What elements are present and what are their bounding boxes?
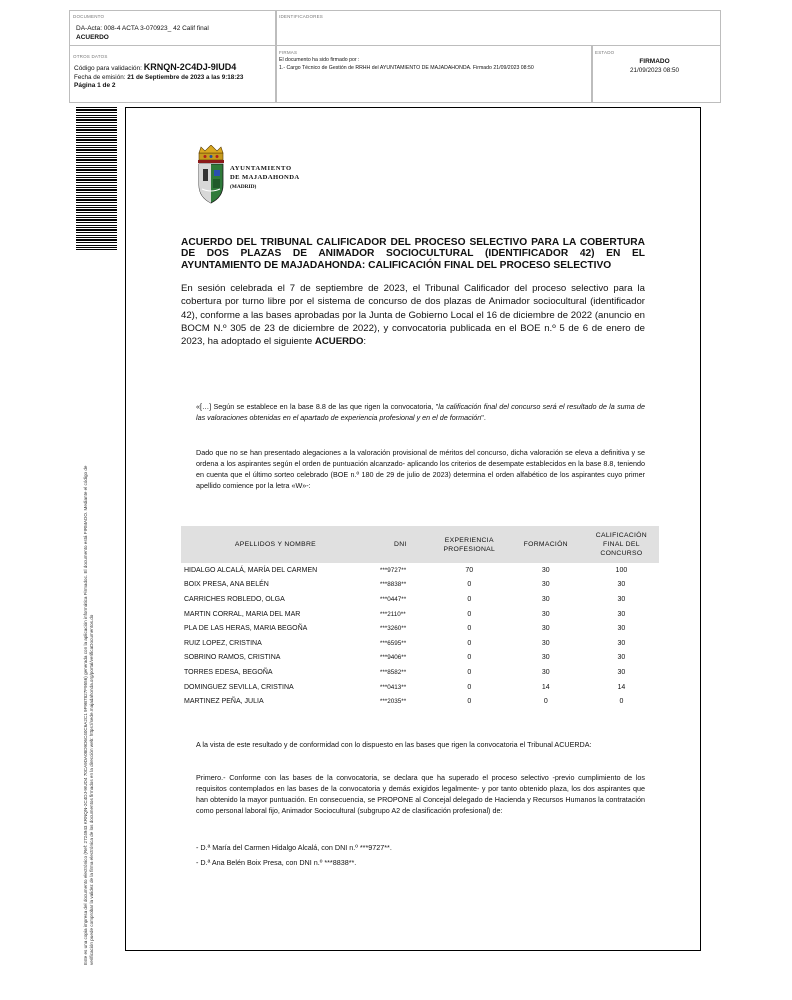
cell-exp: 0: [467, 581, 472, 589]
estado-value: FIRMADO: [639, 58, 670, 65]
cell-name: PLA DE LAS HERAS, MARIA BEGOÑA: [184, 625, 308, 633]
col-header-dni: DNI: [370, 526, 431, 563]
coat-of-arms-icon: [195, 145, 227, 205]
cell-form: 30: [541, 668, 550, 676]
cell-final: 14: [617, 683, 626, 691]
codigo-value: KRNQN-2C4DJ-9IUD4: [143, 62, 237, 72]
cell-name: TORRES EDESA, BEGOÑA: [184, 668, 273, 676]
vista-paragraph: A la vista de este resultado y de conformidad con lo dispuesto en las bases que rigen la convocatoria el Tribunal ACUERDA:: [196, 740, 592, 749]
estado-date: 21/09/2023 08:50: [629, 67, 680, 74]
col-header-formacion: FORMACIÓN: [508, 526, 584, 563]
firmas-line2: 1.- Cargo Técnico de Gestión de RRHH del AYUNTAMIENTO DE MAJADAHONDA. Firmado 21/09/2023 08:50: [279, 65, 534, 71]
identificadores-label: IDENTIFICADORES: [279, 14, 324, 19]
table-row: [181, 621, 659, 636]
table-row: [181, 680, 659, 695]
documento-title: DA-Acta: 008-4 ACTA 3-070923_ 42 Calif final: [76, 25, 209, 32]
cell-name: MARTIN CORRAL, MARIA DEL MAR: [184, 610, 301, 618]
document-box: [69, 10, 277, 46]
estado-label: ESTADO: [595, 50, 615, 55]
list-item: - D.ª María del Carmen Hidalgo Alcalá, con DNI n.º ***9727**.: [196, 843, 392, 852]
intro-end: :: [363, 336, 367, 348]
col-header-final: CALIFICACIÓN FINAL DEL CONCURSO: [584, 526, 659, 563]
cell-exp: 0: [467, 595, 472, 603]
cell-dni: ***0447**: [379, 595, 407, 603]
cell-name: BOIX PRESA, ANA BELÉN: [184, 581, 269, 589]
cell-form: 30: [541, 595, 550, 603]
cell-exp: 0: [467, 668, 472, 676]
side-verification-text-1: Este es una copia impresa del documento electrónico (Ref: 2724943 KRNQN-2C4DJ-9IUD4 70CA9DA08D9D6C40C6A2C1 9F9B7827F9556) generada con la aplicación informática Firmadoc. El documento está FIRMADO. Mediante el código de: [83, 465, 88, 965]
results-table: [181, 526, 659, 709]
cell-exp: 0: [467, 698, 472, 706]
documento-line1: [76, 25, 209, 32]
cell-dni: ***0413**: [379, 683, 407, 691]
quote-italic: la calificación final del concurso será el resultado de la suma de las valoraciones obtenidas en el apartado de experiencia profesional y en el de formación: [196, 402, 645, 422]
coat-of-arms-logo: [195, 145, 227, 205]
fecha-prefix: Fecha de emisión:: [74, 74, 126, 81]
cell-final: 100: [615, 566, 628, 574]
quote-prefix: «[…] Según se establece en la base 8.8 de las que rigen la convocatoria, ": [196, 402, 439, 411]
cell-dni: ***2110**: [379, 610, 406, 618]
col-header-experiencia: EXPERIENCIA PROFESIONAL: [431, 526, 508, 563]
cell-dni: ***6595**: [379, 639, 407, 647]
cell-exp: 70: [465, 566, 474, 574]
cell-dni: ***9727**: [379, 566, 407, 574]
firmas-label: FIRMAS: [279, 50, 298, 55]
table-row: [181, 592, 659, 607]
table-row: [181, 636, 659, 651]
cell-dni: ***8582**: [379, 668, 407, 676]
table-row: [181, 665, 659, 680]
cell-form: 30: [541, 581, 550, 589]
documento-line2: ACUERDO: [76, 34, 109, 41]
logo-line2: DE MAJADAHONDA: [230, 174, 300, 181]
estado-box: [591, 45, 721, 103]
cell-dni: ***8838**: [379, 581, 407, 589]
cell-form: 30: [541, 639, 550, 647]
intro-paragraph: [181, 282, 645, 348]
intro-text: En sesión celebrada el 7 de septiembre de 2023, el Tribunal Calificador del proceso selectivo para la cobertura por turno libre por el sistema de concurso de dos plazas de Animador sociocultural (identificador 42), conforme a las bases aprobadas por la Junta de Gobierno Local el 16 de diciembre de 2022 (anuncio en BOCM N.º 305 de 23 de diciembre de 2022), y convocatoria publicada en el BOE n.º 5 de 6 de enero de 2023, ha adoptado el siguiente: [181, 283, 645, 348]
cell-form: 30: [541, 654, 550, 662]
barcode: [76, 107, 117, 250]
table-row: [181, 694, 659, 709]
cell-form: 14: [541, 683, 550, 691]
cell-final: 30: [617, 595, 626, 603]
otros-datos-label: OTROS DATOS: [73, 54, 108, 59]
cell-final: 30: [617, 668, 626, 676]
cell-name: RUIZ LOPEZ, CRISTINA: [184, 639, 262, 647]
cell-name: HIDALGO ALCALÁ, MARÍA DEL CARMEN: [184, 566, 318, 574]
cell-final: 30: [617, 639, 626, 647]
cell-exp: 0: [467, 625, 472, 633]
table-header-row: [181, 526, 659, 563]
cell-dni: ***2035**: [379, 698, 407, 706]
cell-final: 30: [617, 625, 626, 633]
fecha-emision: [74, 74, 243, 81]
cell-exp: 0: [467, 654, 472, 662]
codigo-prefix: Código para validación:: [74, 65, 142, 72]
table-row: [181, 578, 659, 593]
primero-paragraph: Primero.- Conforme con las bases de la convocatoria, se declara que ha superado el proceso selectivo -previo cumplimiento de los requisitos contemplados en las bases de la convocatoria y demás exigidos legalmente- y por tanto obtenido plaza, los dos aspirantes que han obtenido la mayor puntuación. En consecuencia, se PROPONE al Concejal delegado de Hacienda y Recursos Humanos la contratación como personal laboral fijo, Animador Sociocultural (subgrupo A2 de clasificación profesional) de:: [196, 773, 645, 815]
cell-name: CARRICHES ROBLEDO, OLGA: [184, 595, 285, 603]
cell-form: 0: [543, 698, 548, 706]
codigo-validacion: [74, 62, 236, 72]
side-verification-text-2: verificación puede comprobar la validez de la firma electrónica de los documentos firmados en la dirección web: https://sede.majadahonda.org/portal/verificaDocumentos.do: [89, 614, 94, 965]
fecha-value: 21 de Septiembre de 2023 a las 9:18:23: [127, 74, 244, 81]
cell-dni: ***9406**: [379, 654, 407, 662]
table-row: [181, 651, 659, 666]
cell-dni: ***3260**: [379, 625, 407, 633]
cell-name: SOBRINO RAMOS, CRISTINA: [184, 654, 281, 662]
cell-final: 30: [617, 610, 626, 618]
identificadores-box: [275, 10, 721, 46]
cell-exp: 0: [467, 639, 472, 647]
intro-acuerdo: ACUERDO: [314, 336, 364, 348]
documento-label: DOCUMENTO: [73, 14, 105, 19]
list-item: - D.ª Ana Belén Boix Presa, con DNI n.º ***8838**.: [196, 858, 357, 867]
logo-line1: AYUNTAMIENTO: [230, 165, 292, 172]
quote-suffix: ".: [481, 413, 486, 422]
table-row: [181, 563, 659, 578]
firmas-line1: El documento ha sido firmado por :: [279, 57, 360, 63]
cell-final: 0: [619, 698, 624, 706]
quote-paragraph: [196, 401, 645, 423]
table-row: [181, 607, 659, 622]
document-page: [125, 107, 701, 951]
alegaciones-paragraph: Dado que no se han presentado alegaciones a la valoración provisional de méritos del concurso, dicha valoración se eleva a definitiva y se ordena a los aspirantes según el orden de puntuación alcanzado- aplicando los criterios de desempate establecidos en la base 8.8, teniendo en cuenta que el último sorteo celebrado (BOE n.º 180 de 29 de julio de 2023) determina el orden alfabético de los aspirantes cuyo primer apellido comience por la letra «W»-:: [196, 448, 645, 490]
cell-exp: 0: [467, 683, 472, 691]
cell-form: 30: [541, 566, 550, 574]
cell-form: 30: [541, 610, 550, 618]
logo-line3: (MADRID): [230, 184, 257, 190]
otros-datos-box: [69, 45, 277, 103]
cell-exp: 0: [467, 610, 472, 618]
document-title: ACUERDO DEL TRIBUNAL CALIFICADOR DEL PROCESO SELECTIVO PARA LA COBERTURA DE DOS PLAZAS DE ANIMADOR SOCIOCULTURAL (IDENTIFICADOR 42) EN EL AYUNTAMIENTO DE MAJADAHONDA: CALIFICACIÓN FINAL DEL PROCESO SELECTIVO: [181, 237, 645, 271]
cell-final: 30: [617, 581, 626, 589]
cell-form: 30: [541, 625, 550, 633]
cell-name: DOMINGUEZ SEVILLA, CRISTINA: [184, 683, 294, 691]
firmas-box: [275, 45, 593, 103]
cell-name: MARTINEZ PEÑA, JULIA: [184, 698, 264, 706]
pagina: Página 1 de 2: [74, 82, 116, 89]
cell-final: 30: [617, 654, 626, 662]
col-header-name: APELLIDOS Y NOMBRE: [181, 526, 370, 563]
